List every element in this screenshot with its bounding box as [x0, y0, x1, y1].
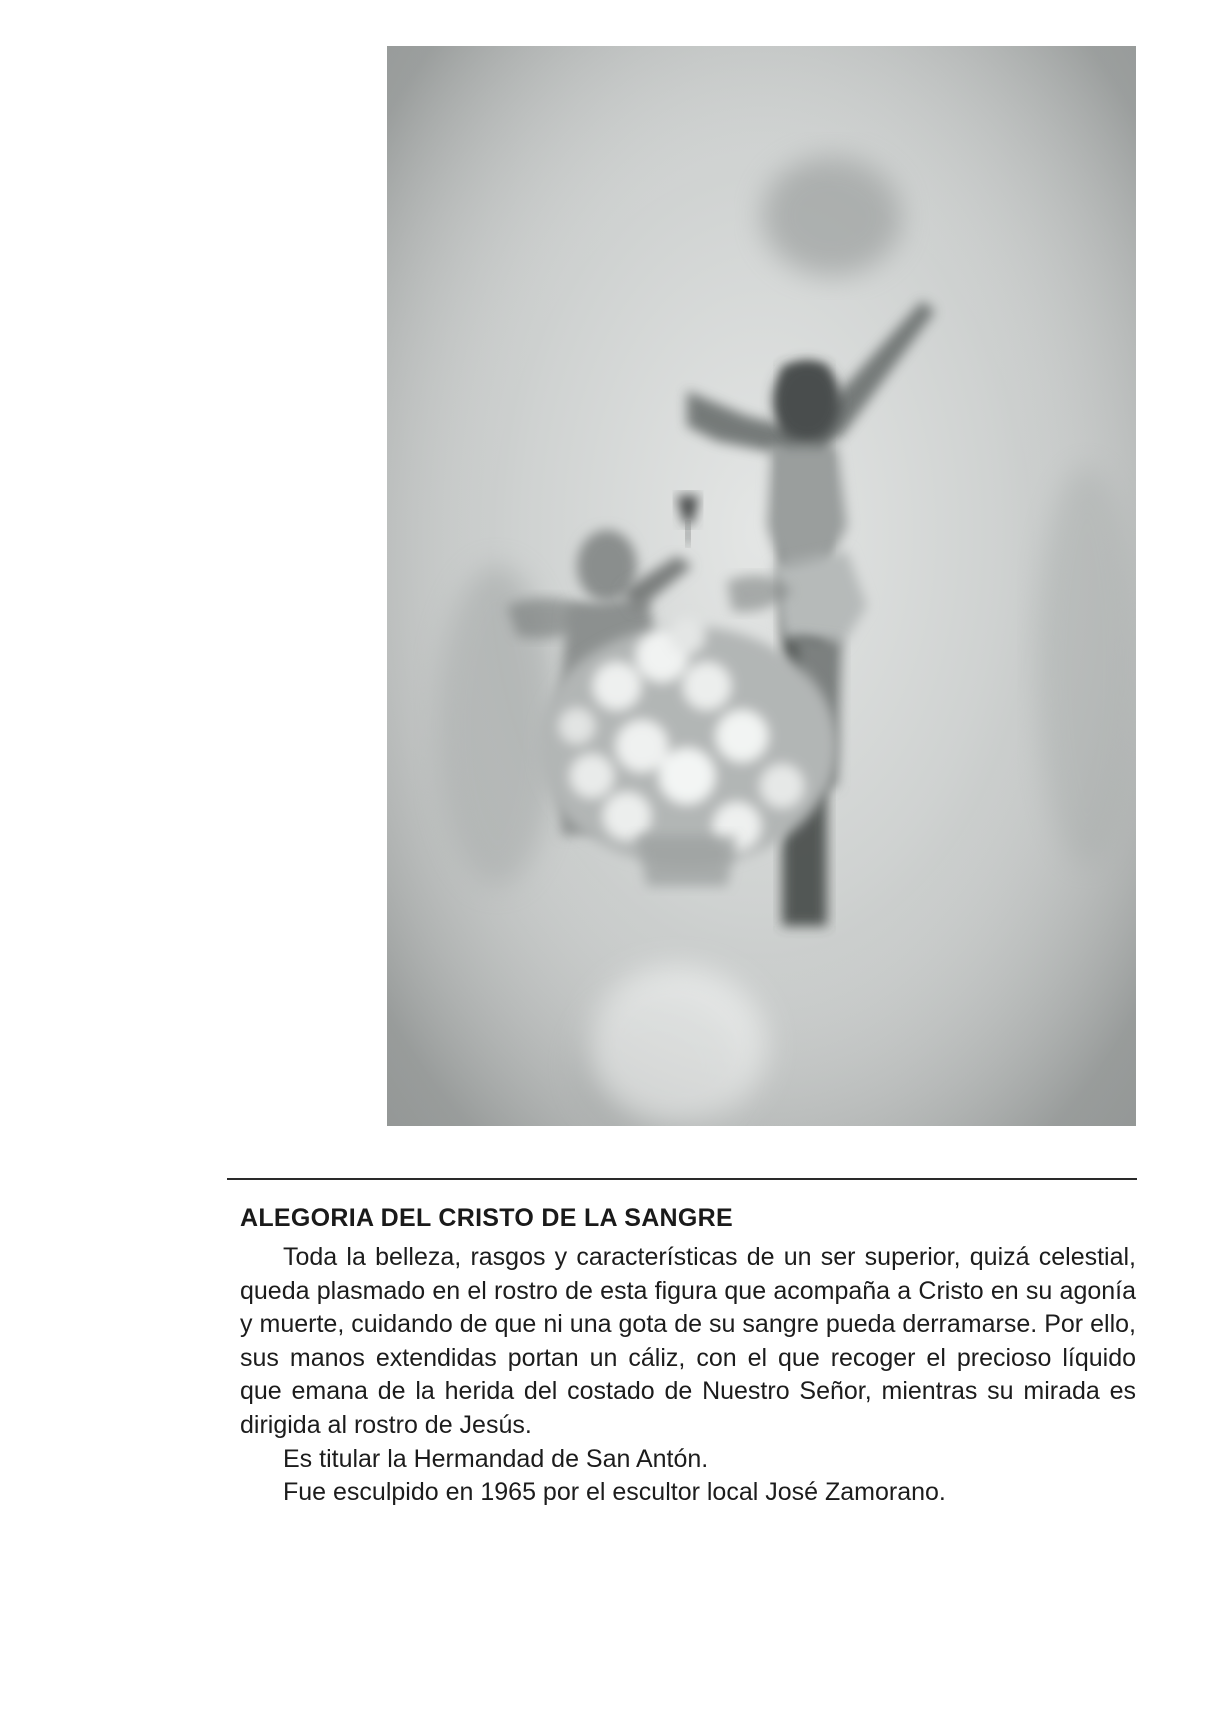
caption-paragraph: Es titular la Hermandad de San Antón. [283, 1444, 709, 1473]
caption-block [240, 1204, 1136, 1510]
sculpture-photo-graphic [387, 46, 1136, 1126]
sculpture-photo [387, 46, 1136, 1126]
caption-paragraph: Fue esculpido en 1965 por el escultor local José Zamorano. [283, 1478, 946, 1507]
divider-rule [227, 1178, 1137, 1180]
caption-title: ALEGORIA DEL CRISTO DE LA SANGRE [240, 1204, 733, 1232]
caption-paragraph: Toda la belleza, rasgos y características de un ser superior, quizá celestial, queda plasmado en el rostro de esta figura que acompaña a Cristo en su agonía y muerte, cuidando de que ni una gota de su sangre pueda derramarse. Por ello, sus manos extendidas portan un cáliz, con el que recoger el precioso líquido que emana de la herida del costado de Nuestro Señor, mientras su mirada es dirigida al rostro de Jesús. [240, 1243, 1136, 1439]
